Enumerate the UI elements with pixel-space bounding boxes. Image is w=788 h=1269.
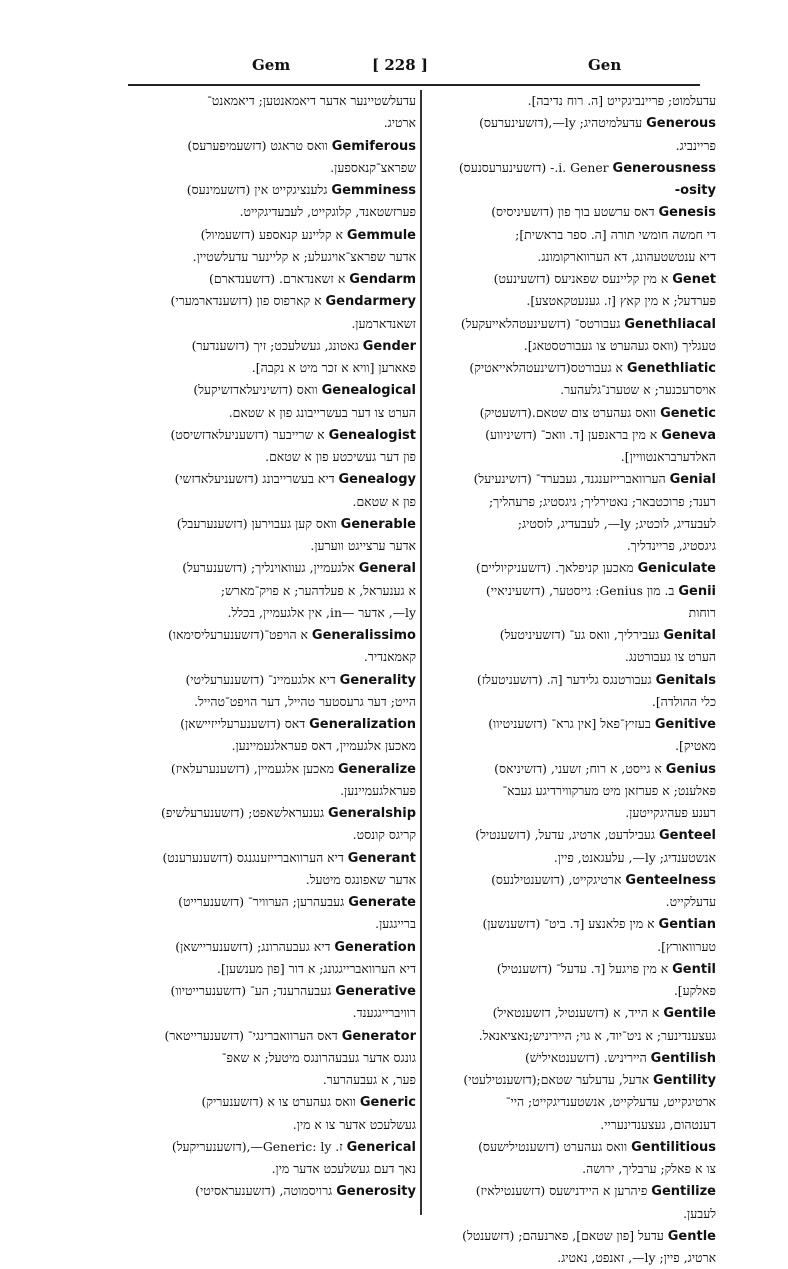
definition-text: טעגליך (וואס געהערט צו געבורטסטאג]. <box>523 337 716 353</box>
definition-text: מאכען אלגעמיין, דאס פעראלגעמיינען. <box>231 738 416 754</box>
dictionary-line <box>428 824 716 846</box>
definition-text: געבורטס־ (דזשעינעטהלאייעקעל) <box>460 315 621 331</box>
definition-text: עדעלקייט. <box>665 894 716 909</box>
headword: Generalissimo <box>311 628 416 643</box>
headword: -osity <box>674 183 716 198</box>
definition-text: א מין בראנפען [ד. וואכ־ (דזשיניווע) <box>485 426 658 442</box>
dictionary-line <box>128 847 416 869</box>
page-number: [ 228 ] <box>372 56 428 74</box>
definition-text: ארטיג. <box>383 115 416 131</box>
definition-text: פאלקע]. <box>673 983 716 998</box>
headword: Geneva <box>661 427 716 443</box>
dictionary-line <box>128 758 416 780</box>
definition-text: דענטהום, געצענדינעריי. <box>600 1116 716 1132</box>
dictionary-line <box>428 958 716 980</box>
dictionary-line <box>128 824 416 846</box>
dictionary-line <box>428 1136 716 1158</box>
definition-text: הערט צו געבורטנג. <box>624 649 716 665</box>
definition-text: הערט צו דער בעשרייבונג פון א שטאם. <box>228 404 416 420</box>
dictionary-line <box>428 669 716 691</box>
definition-text: פון א שטאם. <box>352 493 416 509</box>
definition-text: ז. Generic: ly—,(דזשענעריקעל) <box>171 1138 343 1154</box>
definition-text: אדער שאפונגס מיטעל. <box>305 871 416 887</box>
dictionary-line <box>428 847 716 869</box>
headword: Generic <box>359 1095 416 1111</box>
headword: Genealogical <box>321 383 416 399</box>
definition-text: גרויסמוטה, (דזשענעראסיטי) <box>195 1183 333 1199</box>
definition-text: נאך דעם געשלעכט אדער מין. <box>271 1161 416 1176</box>
dictionary-line <box>428 1047 716 1069</box>
definition-text: א גייסט, א רוח; זשעני, (דזשיניאס) <box>494 760 662 776</box>
dictionary-line <box>428 1114 716 1136</box>
definition-text: אנשטענדיג; ly—, עלעגאנט, פיין. <box>553 849 716 865</box>
dictionary-line <box>128 157 416 179</box>
dictionary-line <box>128 513 416 535</box>
headword: Gentilitious <box>631 1139 716 1155</box>
dictionary-line <box>428 557 716 579</box>
definition-text: א זשאנדארם. (דזשענדארם) <box>208 271 346 286</box>
dictionary-line <box>128 1114 416 1136</box>
dictionary-line <box>128 891 416 913</box>
definition-text: הייריניש. (דזשענטאילישׁ) <box>524 1049 647 1065</box>
definition-text: עדעלמוט; פריינביגקייט [ה. רוח נדיבה]. <box>527 93 716 108</box>
dictionary-line <box>428 602 716 624</box>
dictionary-line <box>128 90 416 112</box>
dictionary-line <box>428 802 716 824</box>
definition-text: לעבען. <box>683 1205 716 1221</box>
definition-text: האלדערבראנטוויין]. <box>620 449 716 464</box>
dictionary-line <box>128 1025 416 1047</box>
definition-text: פאלענט; א פערזאן מיט מערקווירדיגע געבא־ <box>502 782 716 798</box>
definition-text: געבעהרען; הערוויר־ (דזשענערייט) <box>178 894 345 909</box>
dictionary-line <box>128 112 416 134</box>
header-rule <box>128 84 700 86</box>
dictionary-line <box>428 135 716 157</box>
definition-text: לעבעדיג, לוכטיג; ly—, לעבעדיג, לוסטיג; <box>517 515 716 531</box>
headword: Generalization <box>309 717 416 732</box>
dictionary-line <box>428 1091 716 1113</box>
definition-text: א קליינע קנאספע (דזשעמיול) <box>200 226 343 242</box>
definition-text: ly—, אדער —in, אין אלגעמיין, בכלל. <box>227 604 416 620</box>
headword: Gentility <box>652 1073 716 1088</box>
headword: Generousness <box>612 160 716 176</box>
dictionary-line <box>428 1203 716 1225</box>
dictionary-line <box>128 958 416 980</box>
dictionary-line <box>428 869 716 891</box>
definition-text: דאס הערוואברינגי־ (דזשענערייטאר) <box>164 1027 338 1043</box>
definition-text: דיא אלגעמיינ־ (דזשענערעליטי) <box>185 671 336 687</box>
headword: Geniculate <box>637 561 716 577</box>
headword: Genitals <box>655 672 716 688</box>
definition-text: וואס געהערט צו א (דזשענעריק) <box>201 1094 356 1110</box>
dictionary-line <box>128 869 416 891</box>
dictionary-line <box>428 268 716 290</box>
headword: Gentle <box>667 1228 716 1244</box>
definition-text: כלי ההולדה]. <box>651 693 716 709</box>
dictionary-line <box>128 491 416 513</box>
definition-text: ב. מון Genius: גייסטער, (דזשעיניאיי) <box>485 582 675 598</box>
definition-text: א הויפט־(דזשענערעליסימאו) <box>168 627 308 642</box>
headword: Generality <box>339 672 416 688</box>
dictionary-line <box>128 424 416 446</box>
definition-text: פעראלגעמיינען. <box>340 782 416 798</box>
dictionary-line <box>128 780 416 802</box>
dictionary-line <box>128 646 416 668</box>
headword: Gender <box>362 338 416 354</box>
dictionary-line <box>128 980 416 1002</box>
definition-text: א גענעראל, א פעלדהער; א פויק־מארש; <box>220 582 416 598</box>
headword: Gemmule <box>346 227 416 243</box>
left-column <box>128 90 416 1215</box>
headword: Genii <box>678 583 716 599</box>
page-header <box>0 56 788 80</box>
definition-text: דיא ענטשטעהונג, דא הערווארקומונג. <box>537 248 716 264</box>
dictionary-line <box>428 424 716 446</box>
definition-text: עדעלשטיינער אדער דיאמאנטען; דיאמאנט־ <box>207 93 416 108</box>
headword: Generous <box>646 116 716 132</box>
dictionary-line <box>428 624 716 646</box>
headword: Genet <box>672 272 716 287</box>
dictionary-line <box>428 513 716 535</box>
definition-text: פון דער געשיכטע פון א שטאם. <box>265 449 416 464</box>
dictionary-line <box>428 1247 716 1269</box>
definition-text: געבירליך, וואס גע־ (דזשעיניטעל) <box>499 627 660 642</box>
headword: Gemiferous <box>331 138 416 154</box>
dictionary-line <box>128 802 416 824</box>
dictionary-line <box>128 357 416 379</box>
headword: Generosity <box>336 1184 416 1200</box>
definition-text: ‏‎.i. Gener- (דזשעינערעסנעס) <box>458 159 609 175</box>
dictionary-line <box>128 179 416 201</box>
definition-text: אדעל, עדעלער שטאם;(דזשענטילעטי) <box>463 1072 650 1087</box>
dictionary-line <box>128 1136 416 1158</box>
dictionary-line <box>428 313 716 335</box>
definition-text: גונגס אדער געבעהרונגס מיטעל; א שאפ־ <box>221 1049 416 1065</box>
dictionary-line <box>128 246 416 268</box>
definition-text: עדעל [פון שטאם], פארנעהם; (דזשענטל) <box>462 1227 664 1243</box>
dictionary-line <box>428 290 716 312</box>
dictionary-line <box>128 913 416 935</box>
headword: Genealogist <box>328 427 416 443</box>
headword: Gentil <box>672 961 716 977</box>
dictionary-line <box>428 201 716 223</box>
dictionary-line <box>128 669 416 691</box>
headword: Gemminess <box>331 183 416 198</box>
definition-text: רענד; פרוכטבאר; נאטירליך; גיגסטיג; פרעהליך; <box>488 493 716 509</box>
definition-text: געצענדינער; א ניט־יוד, א גוי; הייריניש;נאציאנאל. <box>478 1027 716 1043</box>
dictionary-line <box>428 357 716 379</box>
definition-text: די חמשה חומשי תורה [ה. ספר בראשית]; <box>515 226 716 242</box>
definition-text: בעזיץ־פאל [אין גרא־ (דזשעניטיוו) <box>488 716 651 731</box>
dictionary-line <box>428 90 716 112</box>
dictionary-line <box>128 624 416 646</box>
headword: Generalize <box>337 761 416 777</box>
dictionary-line <box>128 224 416 246</box>
dictionary-line <box>428 112 716 134</box>
headword: Gentilize <box>651 1184 716 1200</box>
headword: General <box>358 561 416 577</box>
definition-text: מאכען אלגעמיין, (דזשענערעלאיז) <box>170 760 334 776</box>
dictionary-line <box>428 713 716 735</box>
definition-text: דאס (דזשענערעלייזיישאן) <box>180 716 306 731</box>
dictionary-line <box>428 891 716 913</box>
dictionary-line <box>128 602 416 624</box>
dictionary-line <box>428 468 716 490</box>
dictionary-line <box>428 1158 716 1180</box>
definition-text: א מין פויגעל [ד. עדעל־ (דזשענטיל) <box>496 960 669 976</box>
definition-text: מאכען קניפלאך. (דזשעניקיוליים) <box>475 560 634 576</box>
dictionary-line <box>428 179 716 201</box>
dictionary-line <box>128 135 416 157</box>
dictionary-line <box>128 713 416 735</box>
dictionary-line <box>428 691 716 713</box>
dictionary-line <box>128 402 416 424</box>
definition-text: דאס ערשטע בוך פון (דזשעיניסיס) <box>491 204 655 220</box>
definition-text: א הייד, א (דזשענטיל, דזשענטאיל) <box>492 1005 660 1021</box>
dictionary-line <box>428 446 716 468</box>
definition-text: גענעראלשאפט; (דזשענערעלשיפ) <box>161 805 325 820</box>
definition-text: געבורטנגס גלידער [ה. (דזשעניטעלז) <box>476 671 652 687</box>
dictionary-line <box>428 1069 716 1091</box>
headword: Gendarm <box>349 272 416 287</box>
running-head-right: Gen <box>588 56 622 74</box>
definition-text: גלענציגקייט אין (דזשעמינעס) <box>186 182 328 197</box>
dictionary-line <box>128 1002 416 1024</box>
headword: Generalship <box>328 806 416 821</box>
dictionary-line <box>428 335 716 357</box>
definition-text: א מין פלאנצע [ד. ביט־ (דזשענשען) <box>482 916 655 932</box>
definition-text: קריגס קונסט. <box>352 827 416 843</box>
definition-text: געבעהרענד; הע־ (דזשענערייטיוו) <box>170 983 332 998</box>
definition-text: א שרייבער (דזשעניעלאדזשיסט) <box>170 426 325 442</box>
definition-text: א מין קליינעס שפאניעס (דזשעינעט) <box>493 271 669 286</box>
dictionary-line <box>128 557 416 579</box>
definition-text: אדער שפראצ־אויגעלע; א קליינער עדעלשטיין. <box>192 248 416 264</box>
dictionary-line <box>128 1180 416 1202</box>
dictionary-line <box>428 1025 716 1047</box>
dictionary-line <box>128 446 416 468</box>
definition-text: א געבורטס(דזשינעטהלאייאטיק) <box>469 360 623 375</box>
definition-text: אדער ערצייגט ווערען. <box>310 538 416 553</box>
definition-text: וואס טראגט (דזשעמיפערעס) <box>187 137 328 153</box>
definition-text: וואס (דזשיניעלאדזשיקעל) <box>193 382 318 398</box>
dictionary-line <box>428 646 716 668</box>
definition-text: אויסרעכנער; א שטערנ־גלעהער. <box>560 382 716 398</box>
dictionary-line <box>128 1158 416 1180</box>
column-divider <box>420 90 422 1215</box>
headword: Genteelness <box>625 872 716 888</box>
definition-text: הערוואברייזענגנד, געבערד־ (דזשינעיעל) <box>473 471 666 487</box>
definition-text: צו א פאלק; ערבליך, ירושה. <box>582 1161 716 1176</box>
headword: Generation <box>334 939 416 955</box>
definition-text: דיא הערוואברייגגונג; א דור [פון מענשען]. <box>217 960 416 976</box>
running-head-left: Gem <box>252 56 291 74</box>
definition-text: דיא געבעהרונג; (דזשענעריישאן) <box>175 938 331 954</box>
headword: Genethliacal <box>624 316 716 332</box>
dictionary-line <box>428 379 716 401</box>
dictionary-line <box>428 735 716 757</box>
headword: Gentile <box>663 1006 716 1022</box>
definition-text: פאארען [וויא א זכר מיט א נקבה]. <box>251 360 416 375</box>
dictionary-line <box>428 157 716 179</box>
dictionary-line <box>428 913 716 935</box>
definition-text: ארטיגקייט, עדעלקייט, אנשטענדיגקייט; היי־ <box>505 1094 716 1110</box>
dictionary-line <box>428 780 716 802</box>
dictionary-line <box>128 691 416 713</box>
dictionary-line <box>128 379 416 401</box>
dictionary-line <box>428 491 716 513</box>
headword: Generant <box>347 850 416 866</box>
dictionary-line <box>128 535 416 557</box>
definition-text: פריינביג. <box>675 137 716 153</box>
definition-text: קאמאנדיר. <box>363 649 416 665</box>
dictionary-line <box>128 1091 416 1113</box>
dictionary-line <box>428 936 716 958</box>
headword: Genteel <box>658 828 716 844</box>
definition-text: גאטונג, געשלעכט; זיך (דזשענדער) <box>191 337 359 353</box>
definition-text: רוחות <box>688 604 716 620</box>
headword: Generable <box>340 516 416 532</box>
definition-text: פערזשטאנד, קלוגקייט, לעבעדיגקייט. <box>239 204 416 220</box>
definition-text: דיא הערוואברייזענגנגס (דזשענערענט) <box>162 849 344 865</box>
headword: Genethliatic <box>626 361 716 376</box>
headword: Generical <box>346 1139 416 1155</box>
headword: Generate <box>348 895 416 910</box>
definition-text: ארטיגקייט, (דזשענטילנעס) <box>491 871 622 887</box>
dictionary-line <box>428 246 716 268</box>
dictionary-line <box>428 1180 716 1202</box>
definition-text: וואס געהערט צום שטאם.(דזשעטיק) <box>479 404 657 420</box>
headword: Genial <box>669 472 716 488</box>
dictionary-line <box>428 1002 716 1024</box>
headword: Generative <box>335 984 416 999</box>
dictionary-line <box>128 268 416 290</box>
dictionary-line <box>428 758 716 780</box>
dictionary-line <box>128 936 416 958</box>
dictionary-line <box>428 535 716 557</box>
definition-text: דיא בעשרייבונג (דזשעניעלאדזשי) <box>174 471 335 487</box>
definition-text: גיגסטיג, פריינדליך. <box>626 538 716 553</box>
dictionary-line <box>128 468 416 490</box>
dictionary-line <box>128 335 416 357</box>
headword: Genesis <box>658 205 716 221</box>
dictionary-line <box>128 313 416 335</box>
headword: Genitive <box>654 717 716 732</box>
definition-text: א קארפוס פון (דזשענדארמערי) <box>170 293 322 309</box>
definition-text: פיהרען א היידנישעס (דזשענטילאיז) <box>475 1183 648 1199</box>
headword: Gentilish <box>650 1050 716 1066</box>
definition-text: געבילדעט, ארטיג, עדעל, (דזשענטיל) <box>475 827 655 843</box>
headword: Gendarmery <box>325 294 416 310</box>
dictionary-line <box>428 1225 716 1247</box>
right-column <box>428 90 716 1265</box>
definition-text: הייט; דער גרעסטער טהייל, דער הויפט־טהייל. <box>194 693 416 709</box>
definition-text: טערוואורץ]. <box>657 938 716 954</box>
headword: Gentian <box>658 917 716 933</box>
headword: Genetic <box>660 405 716 421</box>
definition-text: ברייגגען. <box>375 916 416 932</box>
definition-text: רוויברייגגענד. <box>352 1005 416 1021</box>
definition-text: עדעלמיטהיג; ly—,(דזשעינערעס) <box>479 115 643 131</box>
definition-text: זשאנדארמען. <box>351 315 416 331</box>
definition-text: פער, א געבעהרער. <box>322 1072 416 1087</box>
definition-text: ארטיג, פיין; ly—, זאנפט, נאטיג. <box>557 1250 716 1265</box>
definition-text: וואס געהערט (דזשענטילישעס) <box>478 1138 628 1154</box>
dictionary-line <box>128 290 416 312</box>
dictionary-line <box>128 1047 416 1069</box>
dictionary-line <box>128 1069 416 1091</box>
headword: Genealogy <box>338 472 416 488</box>
definition-text: מאטיק]. <box>675 738 716 754</box>
dictionary-line <box>428 980 716 1002</box>
definition-text: רענע פעהיגקייטען. <box>625 805 716 820</box>
headword: Genius <box>665 761 716 777</box>
dictionary-line <box>128 201 416 223</box>
dictionary-line <box>428 402 716 424</box>
headword: Generator <box>341 1028 416 1044</box>
definition-text: וואס קען געבוירען (דזשענערעבל) <box>176 515 337 531</box>
definition-text: שפראצ־קנאספען. <box>330 159 416 175</box>
dictionary-line <box>128 580 416 602</box>
dictionary-line <box>428 580 716 602</box>
definition-text: פערדעל; א מין קאץ [ז. גענעטקאטצע]. <box>526 293 716 309</box>
definition-text: אלגעמיין, געוואוינליך; (דזשענערעל) <box>182 560 355 576</box>
dictionary-line <box>428 224 716 246</box>
headword: Genital <box>663 628 716 643</box>
dictionary-line <box>128 735 416 757</box>
definition-text: געשלעכט אדער צו א מין. <box>292 1116 416 1132</box>
